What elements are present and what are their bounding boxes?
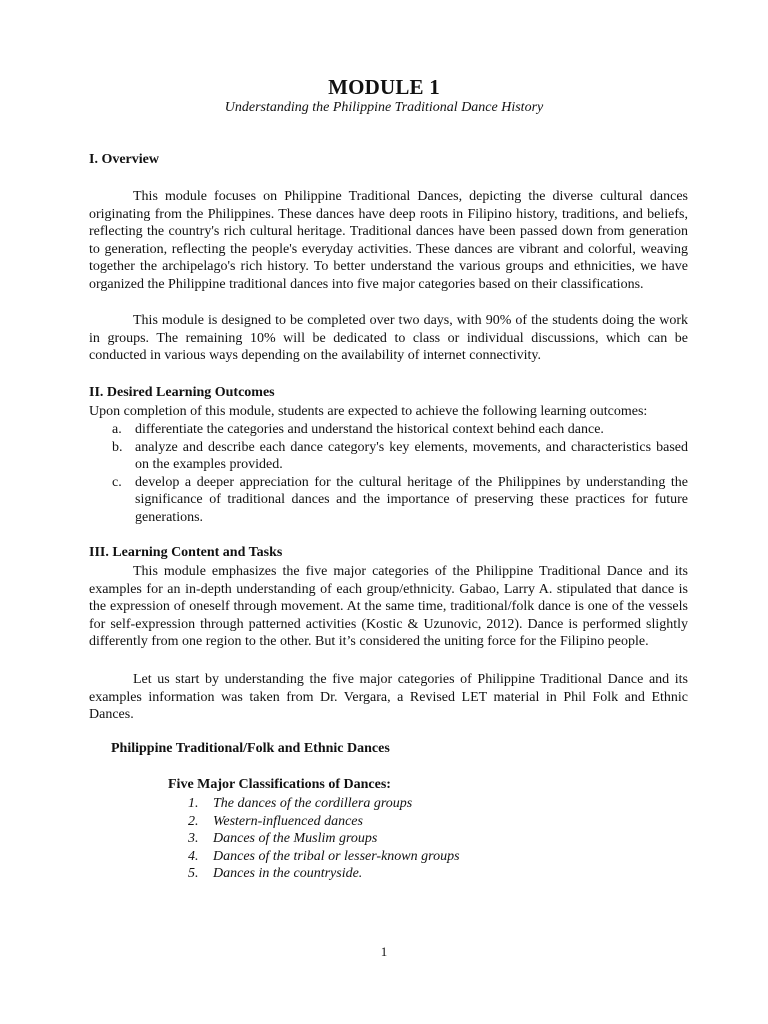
outcome-item (89, 474, 688, 527)
classification-item (188, 813, 460, 831)
outcomes-list (89, 421, 688, 527)
overview-paragraph-2: This module is designed to be completed over two days, with 90% of the students doing the work in groups. The remaining 10% will be dedicated to class or individual discussions, which can be conducted in various ways depending on the availability of internet connectivity. (89, 313, 688, 364)
classification-text: The dances of the cordillera groups (213, 796, 413, 811)
classification-number: 5. (188, 866, 199, 882)
section-title: Philippine Traditional/Folk and Ethnic Dances (111, 741, 390, 756)
classification-text: Western-influenced dances (213, 813, 363, 829)
content-heading: III. Learning Content and Tasks (89, 545, 283, 560)
classifications-title: Five Major Classifications of Dances: (168, 777, 391, 792)
module-subtitle: Understanding the Philippine Traditional Dance History (224, 100, 544, 115)
classifications-list (188, 795, 460, 883)
page-number: 1 (380, 944, 388, 959)
outcome-item (89, 439, 688, 474)
outcome-letter: a. (112, 422, 122, 437)
outcome-letter: b. (112, 439, 123, 455)
outcome-text: differentiate the categories and understand the historical context behind each dance. (135, 422, 604, 437)
classification-number: 4. (188, 848, 199, 864)
classification-text: Dances of the tribal or lesser-known groups (213, 848, 460, 864)
outcome-letter: c. (112, 474, 122, 490)
classification-item (188, 795, 460, 813)
content-paragraph-2: Let us start by understanding the five major categories of Philippine Traditional Dance and its examples information was taken from Dr. Vergara, a Revised LET material in Phil Folk and Ethnic Dances. (89, 672, 688, 723)
overview-heading: I. Overview (89, 152, 159, 167)
outcome-text: develop a deeper appreciation for the cultural heritage of the Philippines by understanding the significance of traditional dances and the importance of preserving these practices for future generations. (135, 474, 688, 525)
classification-item (188, 830, 460, 848)
classification-number: 2. (188, 813, 199, 829)
classification-item (188, 865, 460, 883)
classification-text: Dances in the countryside. (213, 866, 363, 882)
outcomes-intro: Upon completion of this module, students are expected to achieve the following learning outcomes: (89, 404, 648, 419)
content-paragraph-1: This module emphasizes the five major categories of the Philippine Traditional Dance and its examples for an in-depth understanding of each group/ethnicity. Gabao, Larry A. stipulated that dance is the expression of oneself through movement. At the same time, traditional/folk dance is one of the vessels for self-expression through patterned activities (Kostic & Uzunovic, 2012). Dance is performed slightly differently from one region to the other. But it’s considered the uniting force for the Filipino people. (89, 564, 688, 650)
classification-text: Dances of the Muslim groups (213, 831, 378, 847)
classification-number: 1. (188, 796, 199, 811)
outcome-text: analyze and describe each dance category's key elements, movements, and characteristics based on the examples provided. (135, 439, 688, 473)
module-title: MODULE 1 (328, 75, 440, 99)
overview-paragraph-1: This module focuses on Philippine Traditional Dances, depicting the diverse cultural dances originating from the Philippines. These dances have deep roots in Filipino history, traditions, and beliefs, reflecting the country's rich cultural heritage. Traditional dances have been passed down from generation to generation, reflecting the people's everyday activities. These dances are vibrant and colorful, weaving together the archipelago's rich history. To better understand the various groups and ethnicities, we have organized the Philippine traditional dances into five major categories based on their classifications. (89, 189, 688, 292)
classification-item (188, 848, 460, 866)
outcome-item (89, 421, 688, 439)
classification-number: 3. (188, 831, 199, 847)
outcomes-heading: II. Desired Learning Outcomes (89, 385, 275, 400)
